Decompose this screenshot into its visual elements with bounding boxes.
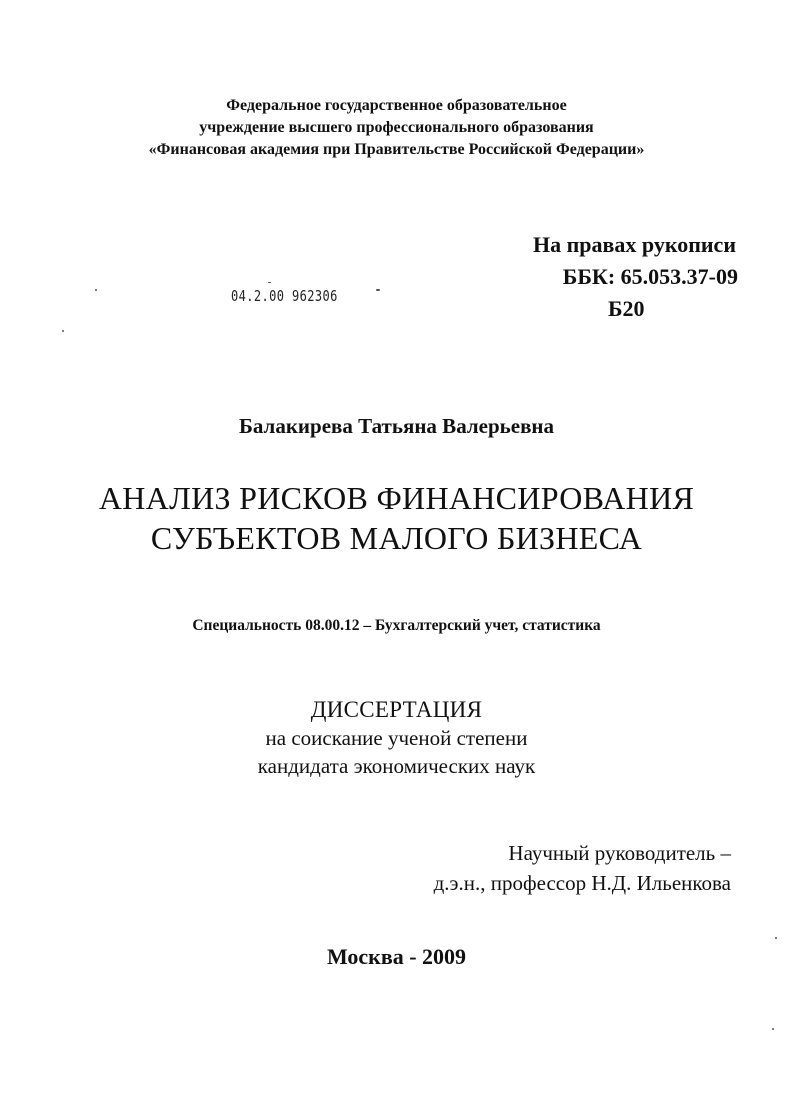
scan-speck	[772, 1028, 774, 1030]
degree-line-2: кандидата экономических наук	[257, 754, 536, 778]
manuscript-status: На правах рукописи	[532, 232, 736, 257]
supervisor-block	[434, 838, 731, 898]
title-line-1: АНАЛИЗ РИСКОВ ФИНАНСИРОВАНИЯ	[98, 480, 695, 516]
scan-speck	[775, 937, 777, 939]
supervisor-label: Научный руководитель –	[508, 841, 731, 865]
dissertation-title	[0, 478, 793, 558]
author-name: Балакирева Татьяна Валерьевна	[238, 414, 555, 438]
city-year: Москва - 2009	[326, 944, 467, 969]
library-stamp-number: 04.2.00 962306	[231, 287, 338, 305]
degree-line-1: на соискание ученой степени	[265, 726, 528, 750]
scan-speck	[95, 289, 97, 291]
dissertation-heading: ДИССЕРТАЦИЯ	[310, 697, 483, 722]
specialty: Специальность 08.00.12 – Бухгалтерский учет, статистика	[192, 617, 601, 634]
bbk-code: ББК: 65.053.37-09	[562, 264, 738, 289]
author-sign-code: Б20	[608, 296, 645, 321]
scan-speck	[62, 330, 64, 332]
supervisor-name: д.э.н., профессор Н.Д. Ильенкова	[433, 871, 731, 895]
manuscript-info	[490, 229, 760, 325]
institution-header	[0, 95, 793, 161]
institution-line-2: учреждение высшего профессионального образования	[199, 119, 594, 136]
degree-block	[0, 696, 793, 780]
institution-line-3: «Финансовая академия при Правительстве Российской Федерации»	[148, 141, 645, 158]
institution-line-1: Федеральное государственное образовательное	[226, 97, 567, 114]
scan-speck	[376, 289, 380, 291]
title-line-2: СУБЪЕКТОВ МАЛОГО БИЗНЕСА	[150, 520, 643, 556]
scan-speck	[268, 282, 271, 283]
